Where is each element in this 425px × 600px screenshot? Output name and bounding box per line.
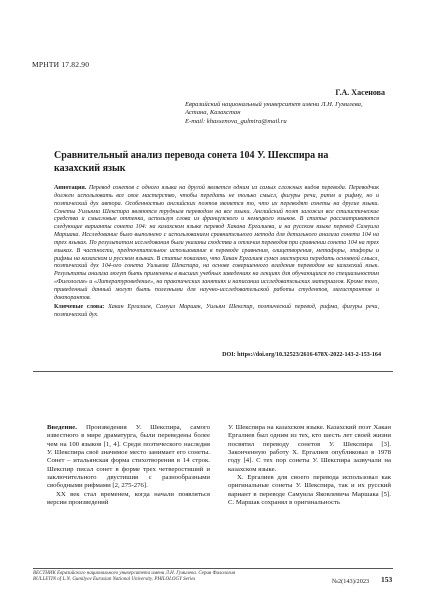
affiliation-university: Евразийский национальный университет имени Л.Н. Гумилева, [185, 101, 363, 108]
paragraph-text: Произведения У. Шекспира, самого известного в мире драматурга, были переведены более чем на 100 языков [1, 4]. Среди поэтического наследия У. Шекспира своё значимое место занимает его сонеты. Сонет – итальянская форма стихотворения в 14 строк. Шекспир писал сонет в форме трех четверостиший и заключительного двустишия с разнообразными свободными рифмами [2, 275-276]. [47, 424, 211, 490]
irsti-code: МРНТИ 17.82.90 [32, 60, 90, 69]
body-separator [33, 371, 393, 372]
body-column-right [228, 424, 391, 507]
paper-title: Сравнительный анализ перевода сонета 104 У. Шекспира на казахский язык [54, 150, 329, 174]
abstract-label: Аннотация. [54, 185, 87, 191]
affiliation-email: E-mail: khassenova_gulmira@mail.ru [185, 117, 287, 125]
keywords-label: Ключевые слова: [54, 303, 105, 310]
doi-link[interactable]: DOI: https://doi.org/10.32523/2616-678X-2022-143-2-153-164 [222, 352, 381, 358]
author-block [185, 88, 385, 126]
body-column-left [47, 424, 210, 507]
author-name: Г.А. Хасенова [335, 88, 385, 97]
abstract [54, 185, 379, 319]
paragraph-text: Х. Ергалиев для своего перевода использовал как оригинальные сонеты У. Шекспира, так и их русский вариант в переводе Самуила Яковлевича Маршака [5]. С. Маршак сохранял в оригинальность [228, 474, 391, 507]
paragraph-text: У. Шекспира на казахском языке. Казахский поэт Хакан Ергалиев был одним из тех, кто шесть лет своей жизни посвятил переводу сонетов У. Шекспира [3]. Законченную работу Х. Ергалиев опубликовал в 1978 году [4]. С тех пор сонеты У. Шекспира зазвучали на казахском языке. [228, 424, 391, 473]
issue-number: №2(143)/2023 [332, 578, 370, 585]
page-number: 153 [381, 575, 393, 584]
paragraph [228, 424, 391, 474]
affiliation-city: Астана, Казахстан [185, 109, 241, 117]
abstract-text: Перевод сонетов с одного языка на другой является одним из самых сложных видов перевода. Переводчик должен использовать все свое мастерство, чтобы передать не только смысл, фигуры речи, ритм и рифму, но и поэтический дух автора. Особенностью английских поэтов является то, что их переводят сонеты на другие языки. Сонеты Уильяма Шекспира являются трудным переводом на все языки. Английский поэт заложил все стилистические средства и смысловые оттенки, используя слова из французского и немецкого языков. В статье рассматриваются следующие варианты сонета 104: на казахском языке перевод Хакана Ергалиева, и на русском языке перевод Самуила Маршака. Исследование было выполнено с использованием сравнительного метода для детального анализа сонета 104 на трех языках. По результатам исследования были указаны сходства и отличия переводов при сравнении сонета 104 на трех языках. В частности, предпочтительное использование в переводе сравнения, олицетворения, метафоры, эпифоры и рифмы на казахском и русском языках. В статье показано, что Хакан Ергалиев сумел мастерски передать основной смысл, поэтический дух 104-ого сонета Уильяма Шекспира, на основе совершенного владения переводом на казахский язык. Результаты анализа могут быть применены в высших учебных заведениях на лекциях для обучающихся по специальностям «Филология» и «Литературоведение», на практических занятиях и написании исследовательских материалов. Кроме того, приведенный данный могут быть полезными для научно-исследовательской работы студентов, магистрантов и докторантов. [54, 185, 379, 301]
paragraph [228, 474, 391, 507]
journal-name-en: BULLETIN of L.N. Gumilyov Eurasian National University. PHILOLOGY Series [33, 577, 196, 583]
keywords-text: Хакан Ергалиев, Самуил Маршак, Уильям Шекспир, поэтический перевод, рифма, фигуры речи, поэтический дух. [54, 303, 379, 318]
section-heading: Введение. [47, 424, 77, 431]
footer-separator [33, 568, 393, 569]
paragraph [47, 424, 210, 491]
journal-name-ru: ВЕСТНИК Евразийского национального университета имени Л.Н. Гумилева. Серия Филология [33, 571, 236, 576]
paragraph [47, 491, 210, 508]
paragraph-text: XX век стал временем, когда начали появляться версии произведений [47, 490, 210, 507]
journal-footer [33, 571, 323, 583]
